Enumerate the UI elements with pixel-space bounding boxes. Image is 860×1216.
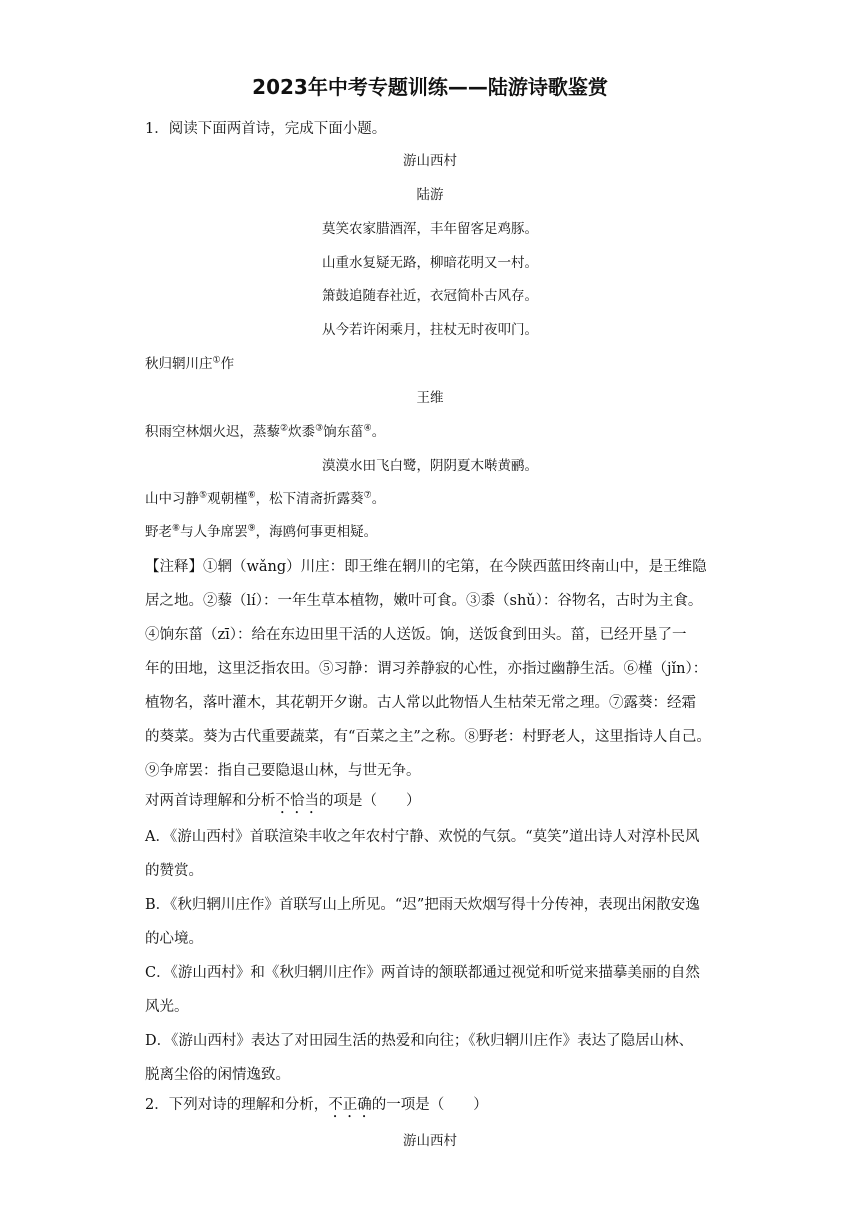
footnote-mark: ⑨ (247, 523, 256, 534)
text-segment: 山中习静 (145, 491, 199, 507)
footnote-mark: ⑦ (363, 490, 372, 501)
footnote-mark: ⑧ (172, 523, 181, 534)
footnote-mark: ④ (363, 423, 372, 434)
poem-2-title (145, 353, 234, 375)
poem-1-line-4: 从今若许闲乘月，拄杖无时夜叩门。 (322, 322, 538, 338)
poem-1-line-3: 箫鼓追随春社近，衣冠简朴古风存。 (322, 288, 538, 304)
text-segment: 对两首诗理解和分析 (145, 793, 276, 809)
option-d: D．《游山西村》表达了对田园生活的热爱和向往；《秋归辋川庄作》表达了隐居山林、 (145, 1033, 694, 1049)
text-segment: 的一项是（ ） (371, 1097, 488, 1113)
poem-2-line-2: 漠漠水田飞白鹭，阴阴夏木啭黄鹂。 (322, 458, 538, 474)
footnote-mark: ② (280, 423, 289, 434)
footnote-mark: ⑤ (199, 490, 208, 501)
emphasis-text: 不正确 (328, 1097, 372, 1113)
poem-1-author: 陆游 (416, 187, 444, 203)
notes-line: 年的田地，这里泛指农田。⑤习静：谓习养静寂的心性，亦指过幽静生活。⑥槿（jǐn）： (145, 661, 708, 677)
poem-3-title: 游山西村 (403, 1133, 457, 1149)
poem-1-line-1: 莫笑农家腊酒浑，丰年留客足鸡豚。 (322, 221, 538, 237)
notes-line: 植物名，落叶灌木，其花朝开夕谢。古人常以此物悟人生枯荣无常之理。⑦露葵：经霜 (145, 695, 696, 711)
option-b-cont: 的心境。 (145, 931, 203, 947)
option-c-cont: 风光。 (145, 999, 189, 1015)
poem-2-line-1 (145, 421, 385, 443)
page-title: 2023年中考专题训练——陆游诗歌鉴赏 (252, 75, 608, 99)
notes-line: ⑨争席罢：指自己要隐退山林，与世无争。 (145, 763, 421, 779)
option-c: C．《游山西村》和《秋归辋川庄作》两首诗的颔联都通过视觉和听觉来描摹美丽的自然 (145, 965, 700, 981)
poem-1-line-2: 山重水复疑无路，柳暗花明又一村。 (322, 255, 538, 271)
option-b: B．《秋归辋川庄作》首联写山上所见。“迟”把雨天炊烟写得十分传神，表现出闲散安逸 (145, 897, 700, 913)
text-segment: 观朝槿 (207, 491, 248, 507)
question-1-prompt: 1．阅读下面两首诗，完成下面小题。 (145, 121, 387, 137)
text-segment: 2．下列对诗的理解和分析， (145, 1097, 329, 1113)
option-a-cont: 的赞赏。 (145, 863, 203, 879)
notes-line: ④饷东菑（zī）：给在东边田里干活的人送饭。饷，送饭食到田头。菑，已经开垦了一 (145, 627, 687, 643)
text-segment: 与人争席罢 (180, 524, 248, 540)
poem-2-title-end: 作 (220, 356, 235, 372)
option-a: A．《游山西村》首联渲染丰收之年农村宁静、欢悦的气氛。“莫笑”道出诗人对淳朴民风 (145, 829, 700, 845)
notes-line: 【注释】①辋（wǎng）川庄：即王维在辋川的宅第，在今陕西蓝田终南山中，是王维隐 (145, 559, 707, 575)
footnote-mark: ① (212, 355, 221, 366)
emphasis-text: 不恰当 (275, 793, 319, 809)
poem-2-author: 王维 (416, 390, 444, 406)
text-segment: 积雨空林烟火迟，蒸藜 (145, 424, 280, 440)
poem-2-line-3 (145, 488, 385, 510)
poem-2-line-4 (145, 521, 377, 543)
text-segment: 。 (371, 424, 386, 440)
text-segment: 。 (371, 491, 386, 507)
footnote-mark: ③ (315, 423, 324, 434)
text-segment: ，松下清斋折露葵 (255, 491, 364, 507)
poem-2-title-main: 秋归辋川庄 (145, 356, 213, 372)
notes-line: 的葵菜。葵为古代重要蔬菜，有“百菜之主”之称。⑧野老：村野老人，这里指诗人自己。 (145, 729, 711, 745)
footnote-mark: ⑥ (247, 490, 256, 501)
option-d-cont: 脱离尘俗的闲情逸致。 (145, 1067, 290, 1083)
text-segment: 饷东菑 (323, 424, 364, 440)
poem-1-title: 游山西村 (403, 153, 457, 169)
question-2-stem (145, 1094, 488, 1121)
text-segment: 的项是（ ） (319, 793, 421, 809)
notes-line: 居之地。②藜（lí）：一年生草本植物，嫩叶可食。③黍（shǔ）：谷物名，古时为主食。 (145, 593, 703, 609)
text-segment: 炊黍 (288, 424, 316, 440)
text-segment: 野老 (145, 524, 172, 540)
question-1-stem (145, 790, 421, 817)
text-segment: ，海鸥何事更相疑。 (255, 524, 378, 540)
